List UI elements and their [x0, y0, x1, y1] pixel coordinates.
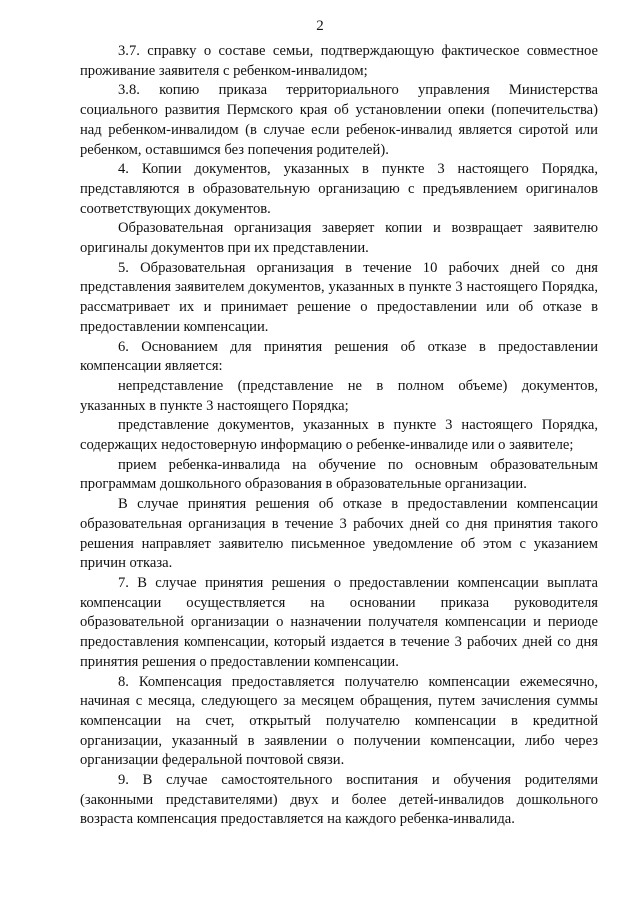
- document-body: [80, 42, 598, 830]
- paragraph-6-item-3: прием ребенка-инвалида на обучение по основным образовательным программам дошкольного образования в образовательные организации.: [80, 456, 598, 493]
- paragraph-6-item-1: непредставление (представление не в полном объеме) документов, указанных в пункте 3 настоящего Порядка;: [80, 377, 598, 414]
- paragraph-8: 8. Компенсация предоставляется получателю компенсации ежемесячно, начиная с месяца, следующего за месяцем обращения, путем зачисления суммы компенсации на счет, открытый получателю компенсации в кредитной организации, указанный в заявлении о получении компенсации, либо через организации федеральной почтовой связи.: [80, 673, 598, 769]
- paragraph-7: 7. В случае принятия решения о предоставлении компенсации выплата компенсации осуществляется на основании приказа руководителя образовательной организации о назначении получателя компенсации и периоде предоставления компенсации, который издается в течение 3 рабочих дней со дня принятия решения о предоставлении компенсации.: [80, 574, 598, 670]
- paragraph-6: 6. Основанием для принятия решения об отказе в предоставлении компенсации является:: [80, 338, 598, 375]
- page-number: 2: [316, 18, 324, 34]
- paragraph-5: 5. Образовательная организация в течение 10 рабочих дней со дня представления заявителем документов, указанных в пункте 3 настоящего Порядка, рассматривает их и принимает решение о предоставлении или об отказе в предоставлении компенсации.: [80, 259, 598, 335]
- paragraph-3-7: 3.7. справку о составе семьи, подтверждающую фактическое совместное проживание заявителя с ребенком-инвалидом;: [80, 43, 598, 79]
- paragraph-4-return: Образовательная организация заверяет копии и возвращает заявителю оригиналы документов при их представлении.: [80, 220, 598, 257]
- paragraph-6-refusal-notice: В случае принятия решения об отказе в предоставлении компенсации образовательная организация в течение 3 рабочих дней со дня принятия такого решения направляет заявителю письменное уведомление об этом с указанием причин отказа.: [80, 496, 598, 572]
- paragraph-9: 9. В случае самостоятельного воспитания и обучения родителями (законными представителями) двух и более детей-инвалидов дошкольного возраста компенсация предоставляется на каждого ребенка-инвалида.: [80, 772, 598, 828]
- paragraph-3-8: 3.8. копию приказа территориального управления Министерства социального развития Пермского края об установлении опеки (попечительства) над ребенком-инвалидом (в случае если ребенок-инвалид является сиротой или ребенком, оставшимся без попечения родителей).: [80, 82, 598, 158]
- paragraph-6-item-2: представление документов, указанных в пункте 3 настоящего Порядка, содержащих недостоверную информацию о ребенке-инвалиде или о заявителе;: [80, 417, 598, 454]
- paragraph-4: 4. Копии документов, указанных в пункте 3 настоящего Порядка, представляются в образовательную организацию с предъявлением оригиналов соответствующих документов.: [80, 161, 598, 217]
